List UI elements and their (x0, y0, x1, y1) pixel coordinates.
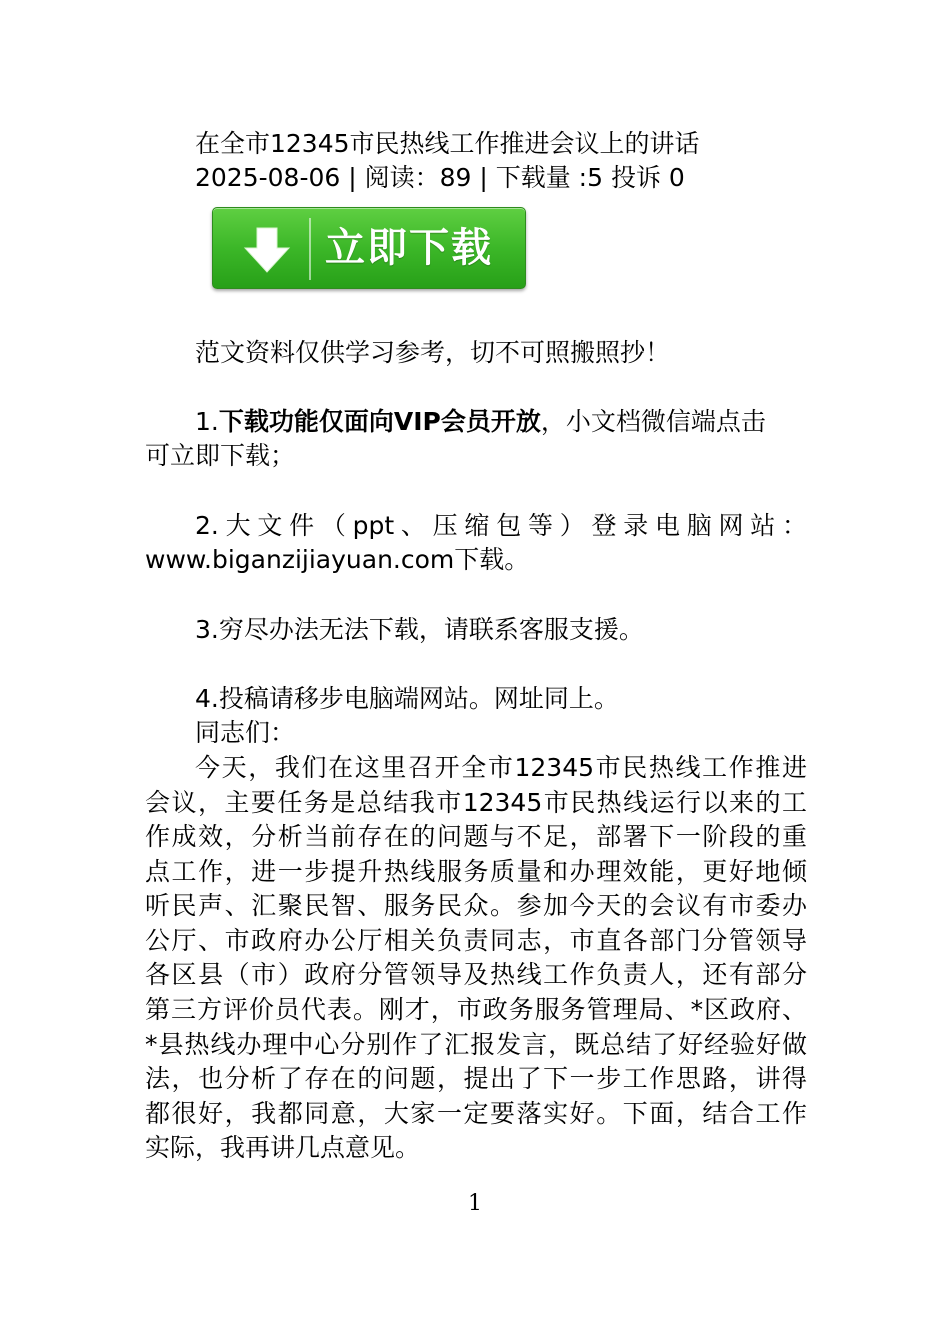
body-line: 第三方评价员代表。刚才，市政务服务管理局、*区政府、 (145, 995, 807, 1024)
item1-rest-text: ，小文档微信端点击 (540, 407, 766, 436)
item1-bold-text: 下载功能仅面向VIP会员开放 (218, 407, 541, 436)
body-line: 作成效，分析当前存在的问题与不足，部署下一阶段的重 (145, 822, 807, 851)
body-line: 法，也分析了存在的问题，提出了下一步工作思路，讲得 (145, 1064, 807, 1093)
item1-prefix: 1. (195, 407, 219, 436)
body-line: 听民声、汇聚民智、服务民众。参加今天的会议有市委办 (145, 891, 807, 920)
body-line: 点工作，进一步提升热线服务质量和办理效能，更好地倾 (145, 857, 807, 886)
instruction-item-3: 3.穷尽办法无法下载，请联系客服支援。 (195, 615, 644, 644)
body-line: 会议，主要任务是总结我市12345市民热线运行以来的工 (145, 788, 807, 817)
body-line: *县热线办理中心分别作了汇报发言，既总结了好经验好做 (145, 1030, 807, 1059)
body-line: 今天，我们在这里召开全市12345市民热线工作推进 (195, 753, 807, 782)
body-line: 都很好，我都同意，大家一定要落实好。下面，结合工作 (145, 1099, 807, 1128)
document-meta: 2025-08-06 | 阅读：89 | 下载量 :5 投诉 0 (195, 163, 685, 192)
instruction-item-2: 2.大文件（ppt、压缩包等）登录电脑网站： (195, 511, 807, 540)
page-number: 1 (468, 1191, 482, 1216)
download-arrow-icon (225, 218, 311, 280)
notice-text: 范文资料仅供学习参考，切不可照搬照抄！ (195, 338, 671, 367)
instruction-item-2-url: www.biganzijiayuan.com下载。 (145, 545, 530, 574)
instruction-item-1-line2: 可立即下载； (145, 441, 296, 470)
instruction-item-1 (195, 405, 766, 439)
salutation: 同志们： (195, 718, 296, 747)
body-line: 公厅、市政府办公厅相关负责同志，市直各部门分管领导 (145, 926, 807, 955)
instruction-item-4: 4.投稿请移步电脑端网站。网址同上。 (195, 684, 619, 713)
body-line: 实际，我再讲几点意见。 (145, 1133, 421, 1162)
document-title: 在全市12345市民热线工作推进会议上的讲话 (195, 129, 700, 158)
body-line: 各区县（市）政府分管领导及热线工作负责人，还有部分 (145, 960, 807, 989)
download-button-label: 立即下载 (325, 225, 493, 271)
download-button[interactable] (212, 207, 526, 289)
